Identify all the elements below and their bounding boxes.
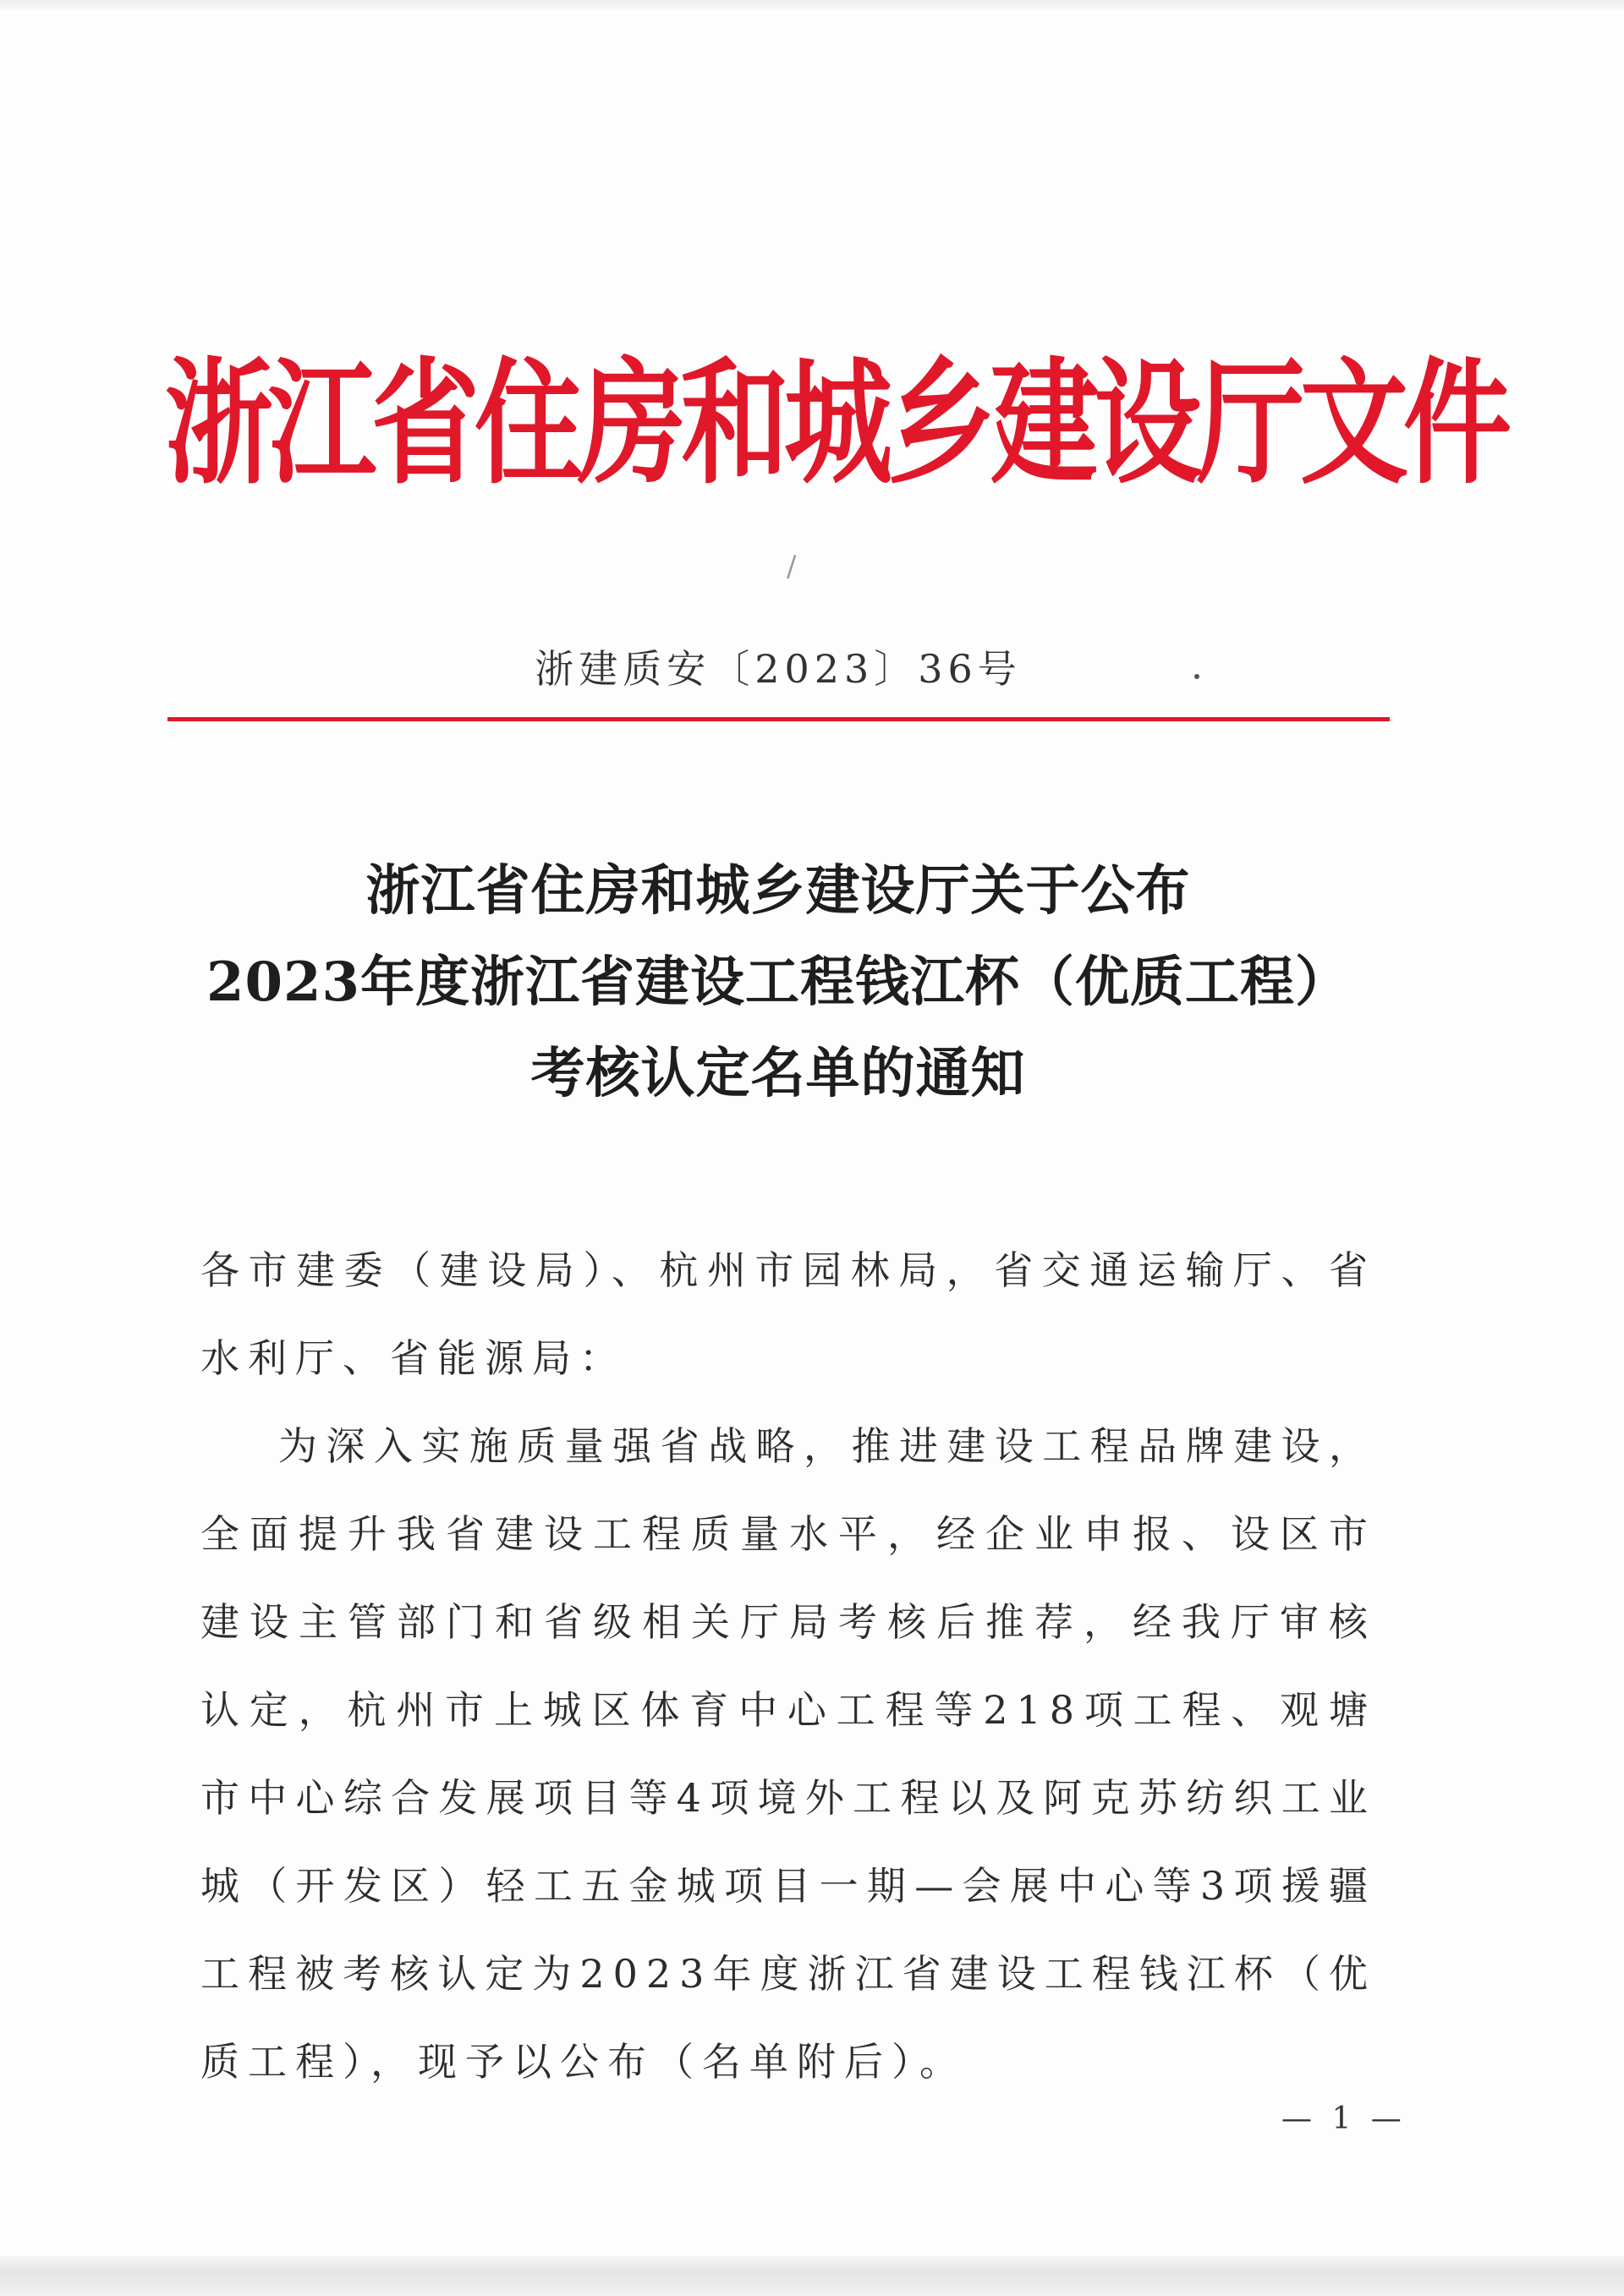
- notice-body: [200, 1226, 1376, 2106]
- notice-title-line-3: 考核认定名单的通知: [530, 1042, 1026, 1105]
- stray-dot: [1194, 674, 1199, 679]
- notice-title-line-2: 2023年度浙江省建设工程钱江杯（优质工程）: [206, 951, 1351, 1014]
- red-divider-line: [167, 717, 1390, 721]
- salutation: 各市建委（建设局）、杭州市园林局，省交通运输厅、省水利厅、省能源局：: [200, 1247, 1376, 1381]
- document-number: 浙建质安〔2023〕36号: [535, 646, 1022, 692]
- scan-edge-bottom: [0, 2256, 1624, 2296]
- notice-title-line-1: 浙江省住房和城乡建设厅关于公布: [365, 859, 1191, 923]
- page-number: — 1 —: [1281, 2101, 1407, 2136]
- masthead-title: 浙江省住房和城乡建设厅文件: [165, 344, 1507, 503]
- stray-mark: /: [787, 550, 797, 584]
- body-paragraph-1: 为深入实施质量强省战略，推进建设工程品牌建设，全面提升我省建设工程质量水平，经企业申报、设区市建设主管部门和省级相关厅局考核后推荐，经我厅审核认定，杭州市上城区体育中心工程等218项工程、观塘市中心综合发展项目等4项境外工程以及阿克苏纺织工业城（开发区）轻工五金城项目一期—会展中心等3项援疆工程被考核认定为2023年度浙江省建设工程钱江杯（优质工程），现予以公布（名单附后）。: [200, 1423, 1376, 2085]
- scan-edge-top: [0, 0, 1624, 12]
- notice-title: [169, 846, 1387, 1120]
